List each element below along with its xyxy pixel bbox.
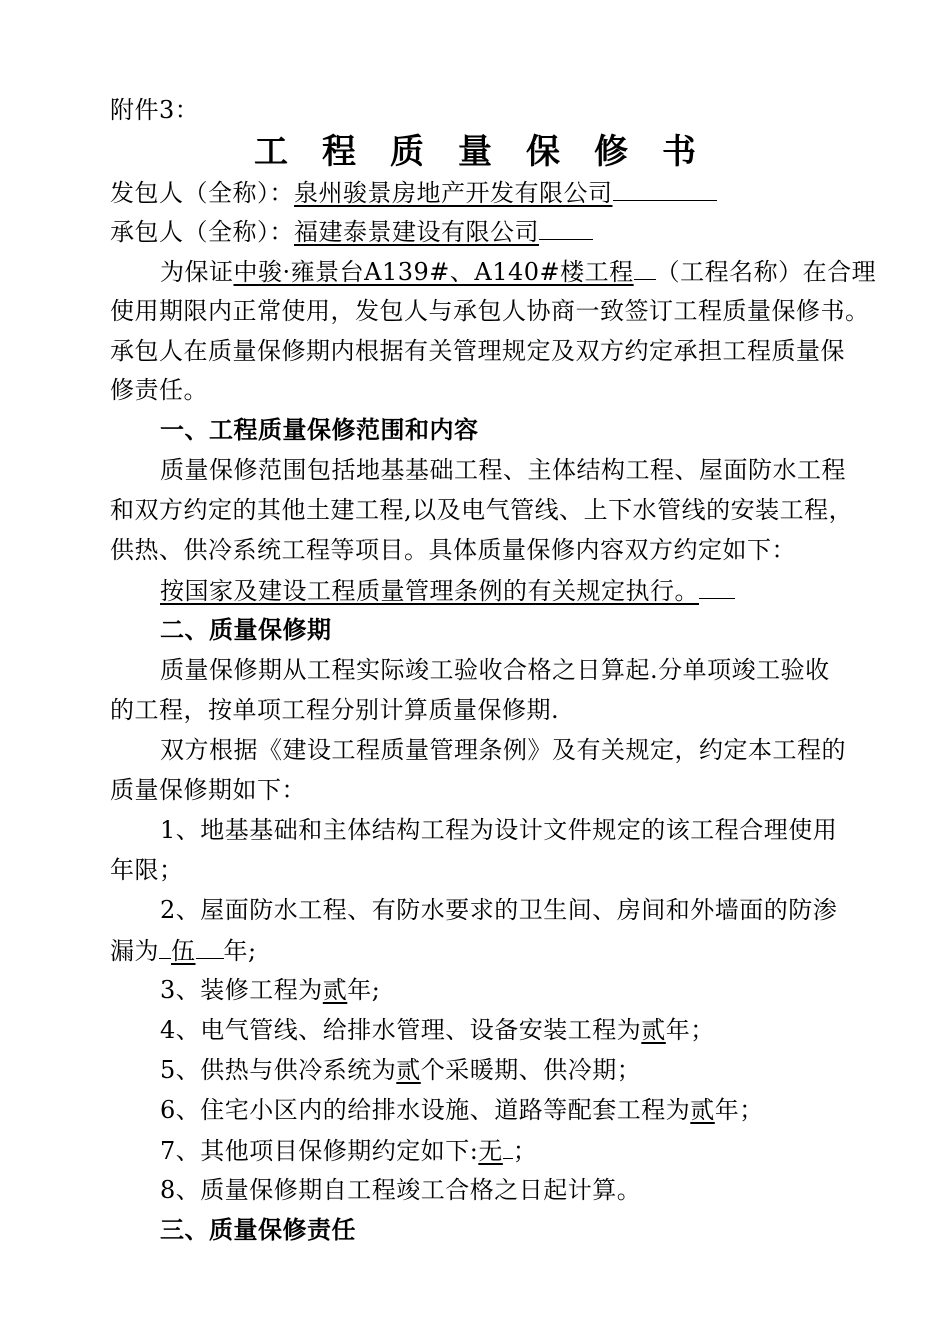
intro-suffix: （工程名称）在合理 (655, 258, 877, 286)
intro-line-3: 承包人在质量保修期内根据有关管理规定及双方约定承担工程质量保 (110, 337, 845, 365)
item8-line: 8、质量保修期自工程竣工合格之日起计算。 (160, 1176, 642, 1204)
section2-p1-line-2: 的工程，按单项工程分别计算质量保修期. (110, 696, 560, 724)
item3-prefix: 3、装修工程为 (160, 976, 323, 1004)
item1-line-1: 1、地基基础和主体结构工程为设计文件规定的该工程合理使用 (160, 816, 838, 844)
section1-line-2: 和双方约定的其他土建工程,以及电气管线、上下水管线的安装工程， (110, 496, 854, 524)
item5-line (160, 1054, 641, 1086)
project-name: 中骏·雍景台A139#、A140#楼工程 (233, 258, 634, 286)
employer-blank (613, 176, 717, 201)
contractor-line (110, 215, 593, 248)
item7-line (160, 1134, 537, 1167)
section2-p2-line-1: 双方根据《建设工程质量管理条例》及有关规定，约定本工程的 (160, 736, 846, 764)
contractor-blank (539, 215, 593, 240)
item6-suffix: 年； (714, 1096, 764, 1124)
agreed-content-blank (699, 574, 735, 599)
item3-line (160, 974, 380, 1006)
item2-value: 伍 (171, 937, 196, 965)
section1-agreed-content: 按国家及建设工程质量管理条例的有关规定执行。 (160, 577, 699, 605)
project-blank (634, 255, 656, 280)
item4-prefix: 4、电气管线、给排水管理、设备安装工程为 (160, 1016, 642, 1044)
section2-p1-line-1: 质量保修期从工程实际竣工验收合格之日算起.分单项竣工验收 (160, 656, 830, 684)
item5-value: 贰 (396, 1056, 421, 1084)
item2-line-2 (110, 934, 257, 967)
item4-line (160, 1014, 715, 1046)
section2-p2-line-2: 质量保修期如下： (110, 776, 306, 804)
section1-line-3: 供热、供冷系统工程等项目。具体质量保修内容双方约定如下： (110, 536, 796, 564)
employer-label: 发包人（全称）： (110, 179, 294, 207)
item5-suffix: 个采暖期、供冷期； (420, 1056, 642, 1084)
item1-line-2: 年限； (110, 856, 184, 884)
intro-line-4: 修责任。 (110, 376, 208, 404)
item6-value: 贰 (690, 1096, 715, 1124)
item7-prefix: 7、其他项目保修期约定如下: (160, 1137, 479, 1165)
section2-heading: 二、质量保修期 (160, 616, 332, 644)
item4-value: 贰 (641, 1016, 666, 1044)
item2-prefix: 漏为 (110, 937, 159, 965)
item3-value: 贰 (322, 976, 348, 1004)
item2-line-1: 2、屋面防水工程、有防水要求的卫生间、房间和外墙面的防渗 (160, 896, 838, 924)
intro-line-2: 使用期限内正常使用，发包人与承包人协商一致签订工程质量保修书。 (110, 297, 870, 325)
item7-blank (503, 1134, 513, 1159)
employer-name: 泉州骏景房地产开发有限公司 (294, 179, 613, 207)
employer-line (110, 176, 717, 209)
item4-suffix: 年； (665, 1016, 715, 1044)
item7-value: 无 (478, 1137, 503, 1165)
item2-blank-left (159, 934, 171, 959)
contractor-label: 承包人（全称）： (110, 218, 294, 246)
section3-heading: 三、质量保修责任 (160, 1216, 356, 1244)
intro-line-1 (160, 255, 876, 288)
item6-prefix: 6、住宅小区内的给排水设施、道路等配套工程为 (160, 1096, 691, 1124)
item3-suffix: 年; (347, 976, 381, 1004)
section1-heading: 一、工程质量保修范围和内容 (160, 416, 479, 444)
item2-blank-right (196, 934, 224, 959)
section1-line-1: 质量保修范围包括地基基础工程、主体结构工程、屋面防水工程 (160, 456, 846, 484)
item6-line (160, 1094, 764, 1126)
intro-prefix: 为保证 (160, 258, 234, 286)
section1-agreed-content-line (160, 574, 735, 607)
item5-prefix: 5、供热与供冷系统为 (160, 1056, 397, 1084)
contractor-name: 福建泰景建设有限公司 (294, 218, 539, 246)
attachment-label: 附件3： (110, 96, 200, 124)
item7-suffix: ； (512, 1137, 538, 1165)
item2-suffix: 年; (223, 937, 257, 965)
document-title: 工程质量保修书 (254, 132, 730, 172)
